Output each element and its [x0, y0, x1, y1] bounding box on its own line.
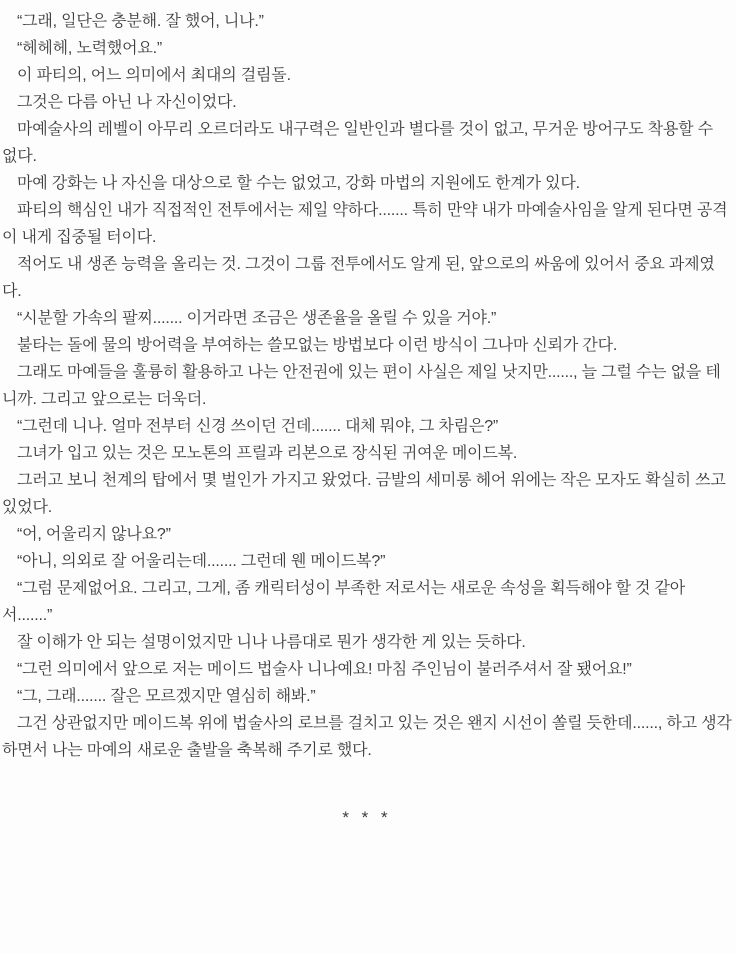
paragraph: “그래, 일단은 충분해. 잘 했어, 니나.”: [17, 13, 264, 30]
paragraph: 그러고 보니 천계의 탑에서 몇 벌인가 가지고 왔었다. 금발의 세미롱 헤어 위에는 작은 모자도 확실히 쓰고 있었다.: [2, 472, 726, 516]
scene-break-separator: * * *: [342, 808, 392, 827]
paragraph: 마예 강화는 나 자신을 대상으로 할 수는 없었고, 강화 마법의 지원에도 한계가 있다.: [17, 175, 580, 192]
paragraph: “어, 어울리지 않나요?”: [17, 526, 171, 543]
paragraph: 그녀가 입고 있는 것은 모노톤의 프릴과 리본으로 장식된 귀여운 메이드복.: [17, 445, 518, 462]
paragraph: “그, 그래....... 잘은 모르겠지만 열심히 해봐.”: [17, 688, 316, 705]
paragraph: “헤헤헤, 노력했어요.”: [17, 40, 163, 57]
paragraph: 마예술사의 레벨이 아무리 오르더라도 내구력은 일반인과 별다를 것이 없고, 무거운 방어구도 착용할 수 없다.: [2, 121, 713, 165]
paragraph: 파티의 핵심인 내가 직접적인 전투에서는 제일 약하다....... 특히 만약 내가 마예술사임을 알게 된다면 공격이 내게 집중될 터이다.: [2, 202, 728, 246]
paragraph: 잘 이해가 안 되는 설명이었지만 니나 나름대로 뭔가 생각한 게 있는 듯하다.: [17, 634, 526, 651]
paragraph: 그래도 마예들을 훌륭히 활용하고 나는 안전권에 있는 편이 사실은 제일 낫지만......, 늘 그럴 수는 없을 테니까. 그리고 앞으로는 더욱더.: [2, 364, 721, 408]
paragraph: 그건 상관없지만 메이드복 위에 법술사의 로브를 걸치고 있는 것은 왠지 시선이 쏠릴 듯한데......, 하고 생각하면서 나는 마예의 새로운 출발을 축복해 주기로 했다.: [2, 715, 732, 759]
paragraph: “시분할 가속의 팔찌....... 이거라면 조금은 생존율을 올릴 수 있을 거야.”: [17, 310, 497, 327]
paragraph: “그런데 니나. 얼마 전부터 신경 쓰이던 건데....... 대체 뭐야, 그 차림은?”: [17, 418, 499, 435]
paragraph: “그런 의미에서 앞으로 저는 메이드 법술사 니나예요! 마침 주인님이 불러주셔서 잘 됐어요!”: [17, 661, 632, 678]
paragraph: 이 파티의, 어느 의미에서 최대의 걸림돌.: [17, 67, 291, 84]
paragraph: 적어도 내 생존 능력을 올리는 것. 그것이 그룹 전투에서도 알게 된, 앞으로의 싸움에 있어서 중요 과제였다.: [2, 256, 715, 300]
paragraph: “아니, 의외로 잘 어울리는데....... 그런데 웬 메이드복?”: [17, 553, 386, 570]
paragraph: 불타는 돌에 물의 방어력을 부여하는 쓸모없는 방법보다 이런 방식이 그나마 신뢰가 간다.: [17, 337, 618, 354]
paragraph: 그것은 다름 아닌 나 자신이었다.: [17, 94, 237, 111]
paragraph: “그럼 문제없어요. 그리고, 그게, 좀 캐릭터성이 부족한 저로서는 새로운 속성을 획득해야 할 것 같아서.......”: [2, 580, 686, 624]
